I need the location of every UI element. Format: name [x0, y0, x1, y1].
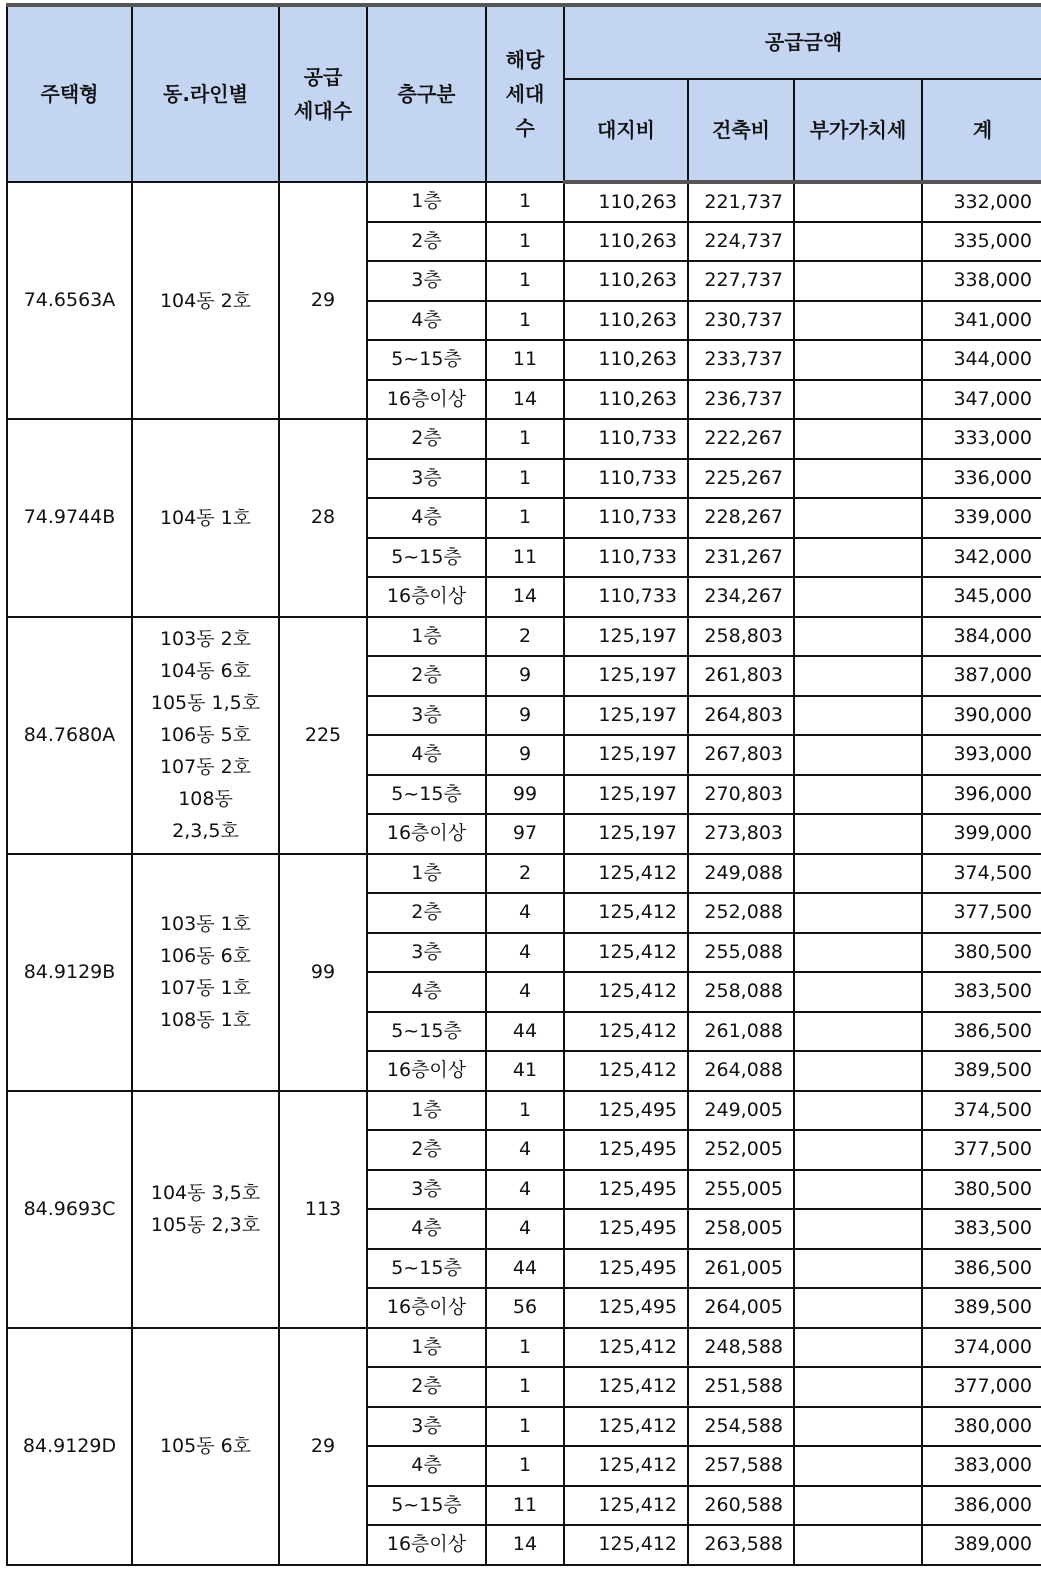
dong-line-entry: 104동 3,5호	[150, 1182, 261, 1204]
floor-cell: 1층	[367, 854, 486, 894]
land-cost-cell: 125,412	[564, 1525, 688, 1565]
land-cost-cell: 110,733	[564, 538, 688, 578]
floor-cell: 3층	[367, 1170, 486, 1210]
header-supply-units-line: 공급	[303, 65, 343, 89]
total-cell: 380,500	[922, 1170, 1041, 1210]
vat-cell	[794, 1170, 922, 1210]
land-cost-cell: 125,495	[564, 1091, 688, 1131]
header-vat: 부가가치세	[794, 79, 922, 182]
land-cost-cell: 125,197	[564, 814, 688, 854]
units-cell: 4	[486, 1130, 564, 1170]
vat-cell	[794, 380, 922, 420]
building-cost-cell: 264,088	[688, 1051, 794, 1091]
total-cell: 393,000	[922, 735, 1041, 775]
units-cell: 14	[486, 1525, 564, 1565]
floor-cell: 3층	[367, 933, 486, 973]
table-row	[7, 1091, 1041, 1131]
vat-cell	[794, 1367, 922, 1407]
supply-units-cell: 28	[279, 419, 367, 617]
floor-cell: 2층	[367, 893, 486, 933]
units-cell: 1	[486, 1328, 564, 1368]
vat-cell	[794, 577, 922, 617]
vat-cell	[794, 419, 922, 459]
floor-cell: 4층	[367, 1446, 486, 1486]
land-cost-cell: 125,412	[564, 1051, 688, 1091]
dong-line-entry: 103동 2호	[159, 628, 252, 650]
units-cell: 9	[486, 696, 564, 736]
dong-line-entry: 106동 6호	[159, 945, 252, 967]
land-cost-cell: 125,412	[564, 1446, 688, 1486]
building-cost-cell: 227,737	[688, 261, 794, 301]
land-cost-cell: 125,495	[564, 1209, 688, 1249]
dong-line-entry: 108동 1호	[159, 1009, 252, 1031]
total-cell: 377,500	[922, 1130, 1041, 1170]
house-type-cell: 84.7680A	[7, 617, 132, 854]
units-cell: 4	[486, 893, 564, 933]
vat-cell	[794, 696, 922, 736]
dong-line-entry: 103동 1호	[159, 913, 252, 935]
total-cell: 344,000	[922, 340, 1041, 380]
vat-cell	[794, 1051, 922, 1091]
land-cost-cell: 110,263	[564, 222, 688, 262]
dong-line-cell	[132, 1091, 279, 1328]
vat-cell	[794, 261, 922, 301]
dong-line-entry: 2,3,5호	[172, 820, 239, 842]
vat-cell	[794, 498, 922, 538]
header-units-line: 수	[515, 116, 535, 140]
vat-cell	[794, 933, 922, 973]
table-body	[7, 182, 1041, 1565]
building-cost-cell: 255,088	[688, 933, 794, 973]
total-cell: 345,000	[922, 577, 1041, 617]
vat-cell	[794, 775, 922, 815]
supply-units-cell: 29	[279, 1328, 367, 1565]
header-floor: 층구분	[367, 5, 486, 182]
dong-line-cell	[132, 617, 279, 854]
floor-cell: 4층	[367, 301, 486, 341]
dong-line-cell	[132, 419, 279, 617]
land-cost-cell: 125,412	[564, 893, 688, 933]
floor-cell: 2층	[367, 656, 486, 696]
vat-cell	[794, 1012, 922, 1052]
building-cost-cell: 221,737	[688, 182, 794, 222]
vat-cell	[794, 1446, 922, 1486]
land-cost-cell: 125,197	[564, 775, 688, 815]
header-supply-amount: 공급금액	[564, 5, 1041, 79]
units-cell: 1	[486, 498, 564, 538]
land-cost-cell: 125,197	[564, 696, 688, 736]
vat-cell	[794, 1407, 922, 1447]
units-cell: 4	[486, 972, 564, 1012]
house-type-cell: 84.9693C	[7, 1091, 132, 1328]
total-cell: 374,500	[922, 854, 1041, 894]
land-cost-cell: 110,263	[564, 380, 688, 420]
building-cost-cell: 261,803	[688, 656, 794, 696]
units-cell: 1	[486, 182, 564, 222]
supply-price-table	[6, 3, 1041, 1566]
building-cost-cell: 264,005	[688, 1288, 794, 1328]
building-cost-cell: 231,267	[688, 538, 794, 578]
building-cost-cell: 255,005	[688, 1170, 794, 1210]
total-cell: 389,000	[922, 1525, 1041, 1565]
header-units	[486, 5, 564, 182]
dong-line-entry: 106동 5호	[159, 724, 252, 746]
floor-cell: 3층	[367, 696, 486, 736]
supply-units-cell: 225	[279, 617, 367, 854]
land-cost-cell: 125,412	[564, 1328, 688, 1368]
supply-units-cell: 99	[279, 854, 367, 1091]
header-type: 주택형	[7, 5, 132, 182]
land-cost-cell: 125,412	[564, 1012, 688, 1052]
units-cell: 1	[486, 1367, 564, 1407]
building-cost-cell: 233,737	[688, 340, 794, 380]
units-cell: 1	[486, 301, 564, 341]
land-cost-cell: 110,733	[564, 577, 688, 617]
total-cell: 333,000	[922, 419, 1041, 459]
dong-line-entry: 105동 6호	[159, 1435, 252, 1457]
vat-cell	[794, 538, 922, 578]
floor-cell: 5~15층	[367, 775, 486, 815]
units-cell: 11	[486, 1486, 564, 1526]
vat-cell	[794, 1328, 922, 1368]
vat-cell	[794, 656, 922, 696]
header-building: 건축비	[688, 79, 794, 182]
total-cell: 335,000	[922, 222, 1041, 262]
building-cost-cell: 270,803	[688, 775, 794, 815]
total-cell: 377,000	[922, 1367, 1041, 1407]
floor-cell: 4층	[367, 972, 486, 1012]
floor-cell: 5~15층	[367, 1249, 486, 1289]
vat-cell	[794, 814, 922, 854]
units-cell: 4	[486, 933, 564, 973]
table-row	[7, 854, 1041, 894]
floor-cell: 5~15층	[367, 1012, 486, 1052]
floor-cell: 4층	[367, 498, 486, 538]
land-cost-cell: 125,412	[564, 854, 688, 894]
units-cell: 41	[486, 1051, 564, 1091]
total-cell: 386,500	[922, 1012, 1041, 1052]
units-cell: 44	[486, 1012, 564, 1052]
floor-cell: 16층이상	[367, 380, 486, 420]
land-cost-cell: 125,412	[564, 933, 688, 973]
building-cost-cell: 224,737	[688, 222, 794, 262]
land-cost-cell: 125,495	[564, 1249, 688, 1289]
building-cost-cell: 257,588	[688, 1446, 794, 1486]
land-cost-cell: 110,263	[564, 340, 688, 380]
floor-cell: 2층	[367, 1367, 486, 1407]
vat-cell	[794, 972, 922, 1012]
building-cost-cell: 249,005	[688, 1091, 794, 1131]
land-cost-cell: 125,197	[564, 656, 688, 696]
land-cost-cell: 110,733	[564, 419, 688, 459]
table-row	[7, 1328, 1041, 1368]
floor-cell: 3층	[367, 459, 486, 499]
building-cost-cell: 263,588	[688, 1525, 794, 1565]
units-cell: 1	[486, 419, 564, 459]
land-cost-cell: 110,733	[564, 459, 688, 499]
dong-line-entry: 105동 1,5호	[150, 692, 261, 714]
header-supply-units	[279, 5, 367, 182]
land-cost-cell: 110,263	[564, 182, 688, 222]
building-cost-cell: 261,088	[688, 1012, 794, 1052]
units-cell: 1	[486, 459, 564, 499]
floor-cell: 5~15층	[367, 340, 486, 380]
units-cell: 97	[486, 814, 564, 854]
vat-cell	[794, 1249, 922, 1289]
units-cell: 1	[486, 222, 564, 262]
floor-cell: 2층	[367, 419, 486, 459]
total-cell: 386,500	[922, 1249, 1041, 1289]
supply-units-cell: 29	[279, 182, 367, 419]
total-cell: 341,000	[922, 301, 1041, 341]
floor-cell: 16층이상	[367, 577, 486, 617]
total-cell: 342,000	[922, 538, 1041, 578]
header-land: 대지비	[564, 79, 688, 182]
units-cell: 44	[486, 1249, 564, 1289]
vat-cell	[794, 1525, 922, 1565]
header-units-line: 세대	[505, 82, 545, 106]
total-cell: 384,000	[922, 617, 1041, 657]
building-cost-cell: 249,088	[688, 854, 794, 894]
floor-cell: 3층	[367, 261, 486, 301]
house-type-cell: 84.9129B	[7, 854, 132, 1091]
vat-cell	[794, 893, 922, 933]
floor-cell: 5~15층	[367, 538, 486, 578]
land-cost-cell: 110,733	[564, 498, 688, 538]
units-cell: 4	[486, 1170, 564, 1210]
building-cost-cell: 258,088	[688, 972, 794, 1012]
dong-line-entry: 107동 2호	[159, 756, 252, 778]
floor-cell: 16층이상	[367, 814, 486, 854]
building-cost-cell: 264,803	[688, 696, 794, 736]
land-cost-cell: 125,197	[564, 617, 688, 657]
total-cell: 383,500	[922, 1209, 1041, 1249]
units-cell: 1	[486, 261, 564, 301]
total-cell: 332,000	[922, 182, 1041, 222]
total-cell: 380,500	[922, 933, 1041, 973]
total-cell: 380,000	[922, 1407, 1041, 1447]
land-cost-cell: 125,197	[564, 735, 688, 775]
building-cost-cell: 236,737	[688, 380, 794, 420]
units-cell: 1	[486, 1446, 564, 1486]
vat-cell	[794, 1288, 922, 1328]
floor-cell: 1층	[367, 1091, 486, 1131]
total-cell: 387,000	[922, 656, 1041, 696]
building-cost-cell: 273,803	[688, 814, 794, 854]
land-cost-cell: 125,495	[564, 1170, 688, 1210]
header-units-line: 해당	[505, 48, 545, 72]
land-cost-cell: 110,263	[564, 301, 688, 341]
land-cost-cell: 125,412	[564, 1486, 688, 1526]
vat-cell	[794, 1091, 922, 1131]
floor-cell: 3층	[367, 1407, 486, 1447]
house-type-cell: 74.9744B	[7, 419, 132, 617]
dong-line-cell	[132, 1328, 279, 1565]
building-cost-cell: 267,803	[688, 735, 794, 775]
floor-cell: 16층이상	[367, 1288, 486, 1328]
units-cell: 14	[486, 380, 564, 420]
building-cost-cell: 260,588	[688, 1486, 794, 1526]
vat-cell	[794, 459, 922, 499]
units-cell: 11	[486, 340, 564, 380]
dong-line-entry: 104동 2호	[159, 289, 252, 312]
units-cell: 1	[486, 1091, 564, 1131]
header-dong-line: 동.라인별	[132, 5, 279, 182]
building-cost-cell: 228,267	[688, 498, 794, 538]
land-cost-cell: 125,495	[564, 1130, 688, 1170]
total-cell: 374,500	[922, 1091, 1041, 1131]
supply-units-cell: 113	[279, 1091, 367, 1328]
vat-cell	[794, 854, 922, 894]
units-cell: 9	[486, 735, 564, 775]
header-supply-units-line: 세대수	[294, 99, 352, 123]
total-cell: 336,000	[922, 459, 1041, 499]
building-cost-cell: 222,267	[688, 419, 794, 459]
total-cell: 386,000	[922, 1486, 1041, 1526]
units-cell: 2	[486, 617, 564, 657]
vat-cell	[794, 301, 922, 341]
header-total: 계	[922, 79, 1041, 182]
dong-line-entry: 104동 1호	[159, 506, 252, 529]
total-cell: 374,000	[922, 1328, 1041, 1368]
land-cost-cell: 125,495	[564, 1288, 688, 1328]
units-cell: 9	[486, 656, 564, 696]
total-cell: 396,000	[922, 775, 1041, 815]
total-cell: 383,000	[922, 1446, 1041, 1486]
table-row	[7, 419, 1041, 459]
building-cost-cell: 252,088	[688, 893, 794, 933]
building-cost-cell: 251,588	[688, 1367, 794, 1407]
total-cell: 338,000	[922, 261, 1041, 301]
building-cost-cell: 225,267	[688, 459, 794, 499]
dong-line-entry: 105동 2,3호	[150, 1214, 261, 1236]
building-cost-cell: 252,005	[688, 1130, 794, 1170]
total-cell: 389,500	[922, 1051, 1041, 1091]
dong-line-entry: 104동 6호	[159, 660, 252, 682]
building-cost-cell: 234,267	[688, 577, 794, 617]
vat-cell	[794, 1130, 922, 1170]
building-cost-cell: 261,005	[688, 1249, 794, 1289]
land-cost-cell: 125,412	[564, 972, 688, 1012]
floor-cell: 4층	[367, 735, 486, 775]
house-type-cell: 84.9129D	[7, 1328, 132, 1565]
floor-cell: 1층	[367, 182, 486, 222]
house-type-cell: 74.6563A	[7, 182, 132, 419]
dong-line-cell	[132, 854, 279, 1091]
table-row	[7, 182, 1041, 222]
floor-cell: 2층	[367, 1130, 486, 1170]
units-cell: 14	[486, 577, 564, 617]
dong-line-entry: 108동	[178, 788, 233, 810]
vat-cell	[794, 182, 922, 222]
units-cell: 1	[486, 1407, 564, 1447]
total-cell: 390,000	[922, 696, 1041, 736]
vat-cell	[794, 617, 922, 657]
vat-cell	[794, 340, 922, 380]
total-cell: 377,500	[922, 893, 1041, 933]
floor-cell: 4층	[367, 1209, 486, 1249]
building-cost-cell: 258,803	[688, 617, 794, 657]
building-cost-cell: 254,588	[688, 1407, 794, 1447]
total-cell: 389,500	[922, 1288, 1041, 1328]
vat-cell	[794, 735, 922, 775]
dong-line-cell	[132, 182, 279, 419]
total-cell: 383,500	[922, 972, 1041, 1012]
floor-cell: 2층	[367, 222, 486, 262]
total-cell: 339,000	[922, 498, 1041, 538]
table-row	[7, 617, 1041, 657]
units-cell: 99	[486, 775, 564, 815]
units-cell: 4	[486, 1209, 564, 1249]
dong-line-entry: 107동 1호	[159, 977, 252, 999]
units-cell: 2	[486, 854, 564, 894]
floor-cell: 1층	[367, 1328, 486, 1368]
vat-cell	[794, 1209, 922, 1249]
total-cell: 347,000	[922, 380, 1041, 420]
units-cell: 56	[486, 1288, 564, 1328]
building-cost-cell: 248,588	[688, 1328, 794, 1368]
total-cell: 399,000	[922, 814, 1041, 854]
land-cost-cell: 125,412	[564, 1407, 688, 1447]
land-cost-cell: 125,412	[564, 1367, 688, 1407]
floor-cell: 5~15층	[367, 1486, 486, 1526]
floor-cell: 16층이상	[367, 1051, 486, 1091]
vat-cell	[794, 222, 922, 262]
building-cost-cell: 258,005	[688, 1209, 794, 1249]
floor-cell: 16층이상	[367, 1525, 486, 1565]
units-cell: 11	[486, 538, 564, 578]
land-cost-cell: 110,263	[564, 261, 688, 301]
vat-cell	[794, 1486, 922, 1526]
floor-cell: 1층	[367, 617, 486, 657]
building-cost-cell: 230,737	[688, 301, 794, 341]
